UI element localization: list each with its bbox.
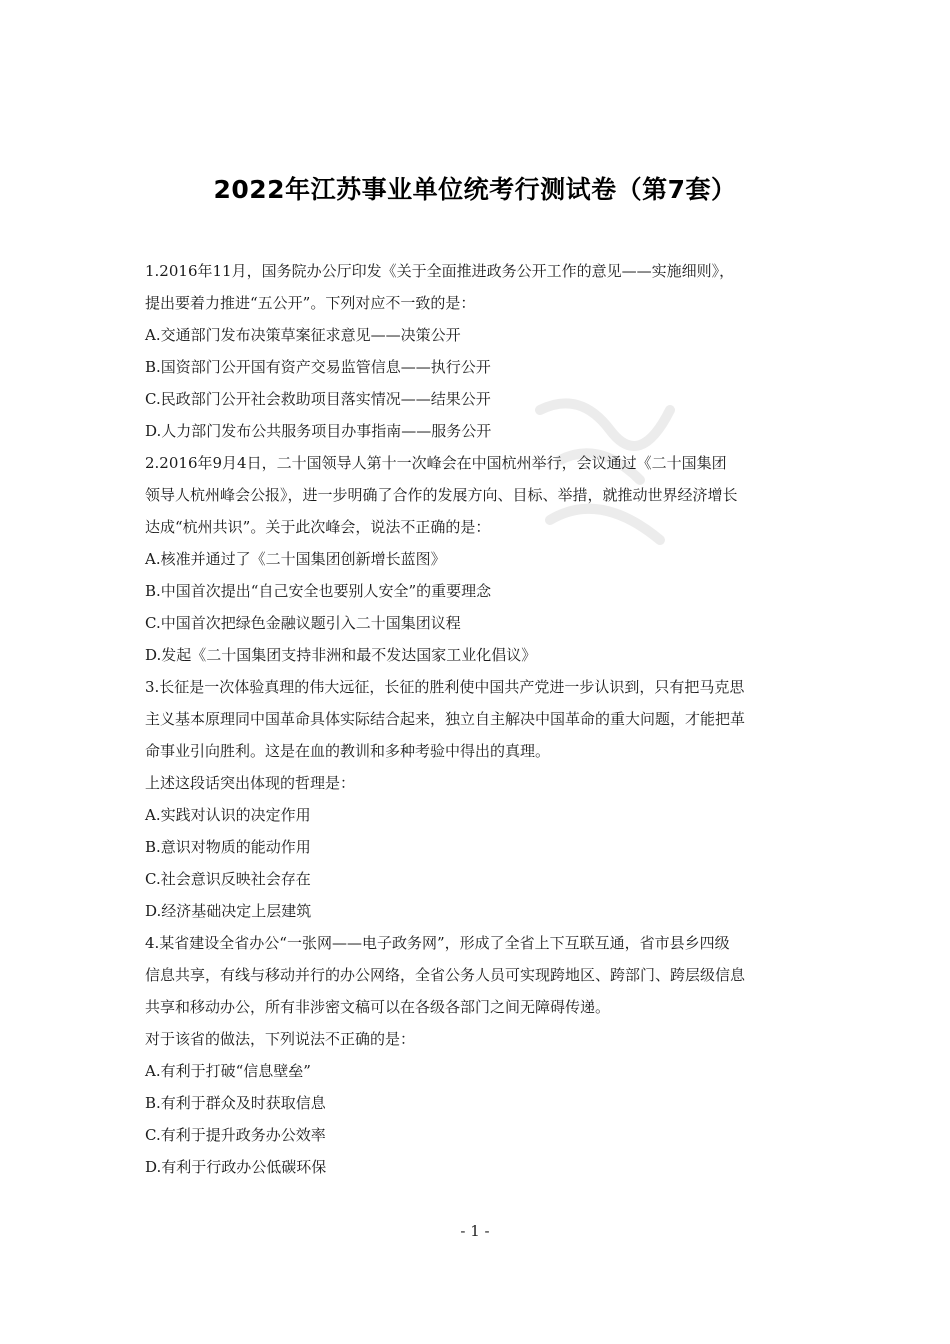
text-line: 2.2016年9月4日，二十国领导人第十一次峰会在中国杭州举行，会议通过《二十国集团 [145,454,727,472]
option-line: C.民政部门公开社会救助项目落实情况——结果公开 [145,390,491,408]
option-line: D.有利于行政办公低碳环保 [145,1158,327,1176]
option-line: D.发起《二十国集团支持非洲和最不发达国家工业化倡议》 [145,646,537,664]
option-line: C.中国首次把绿色金融议题引入二十国集团议程 [145,614,461,632]
text-line: 4.某省建设全省办公“一张网——电子政务网”，形成了全省上下互联互通，省市县乡四级 [145,934,730,952]
page-title: 2022年江苏事业单位统考行测试卷（第7套） [213,175,737,204]
option-line: C.社会意识反映社会存在 [145,870,311,888]
text-line: 主义基本原理同中国革命具体实际结合起来，独立自主解决中国革命的重大问题，才能把革 [145,710,746,728]
option-line: B.国资部门公开国有资产交易监管信息——执行公开 [145,358,491,376]
text-line: 提出要着力推进“五公开”。下列对应不一致的是： [145,294,476,312]
text-line: 上述这段话突出体现的哲理是： [145,774,356,792]
option-line: D.经济基础决定上层建筑 [145,902,312,920]
option-line: B.意识对物质的能动作用 [145,838,311,856]
option-line: B.有利于群众及时获取信息 [145,1094,326,1112]
text-line: 3.长征是一次体验真理的伟大远征，长征的胜利使中国共产党进一步认识到，只有把马克思 [145,678,745,696]
option-line: A.有利于打破“信息壁垒” [145,1062,311,1080]
option-line: B.中国首次提出“自己安全也要别人安全”的重要理念 [145,582,492,600]
text-line: 领导人杭州峰会公报》，进一步明确了合作的发展方向、目标、举措，就推动世界经济增长 [145,486,738,504]
text-line: 达成“杭州共识”。关于此次峰会，说法不正确的是： [145,518,491,536]
option-line: A.实践对认识的决定作用 [145,806,311,824]
text-line: 命事业引向胜利。这是在血的教训和多种考验中得出的真理。 [145,742,551,760]
option-line: A.交通部门发布决策草案征求意见——决策公开 [145,326,461,344]
text-line: 信息共享，有线与移动并行的办公网络，全省公务人员可实现跨地区、跨部门、跨层级信息 [145,966,746,984]
option-line: D.人力部门发布公共服务项目办事指南——服务公开 [145,422,492,440]
option-line: A.核准并通过了《二十国集团创新增长蓝图》 [145,550,446,568]
text-line: 共享和移动办公，所有非涉密文稿可以在各级各部门之间无障碍传递。 [145,998,611,1016]
text-line: 1.2016年11月，国务院办公厅印发《关于全面推进政务公开工作的意见——实施细则》， [145,262,735,280]
question-body [145,255,815,1183]
option-line: C.有利于提升政务办公效率 [145,1126,326,1144]
page-number: - 1 - [460,1222,490,1240]
text-line: 对于该省的做法，下列说法不正确的是： [145,1030,416,1048]
